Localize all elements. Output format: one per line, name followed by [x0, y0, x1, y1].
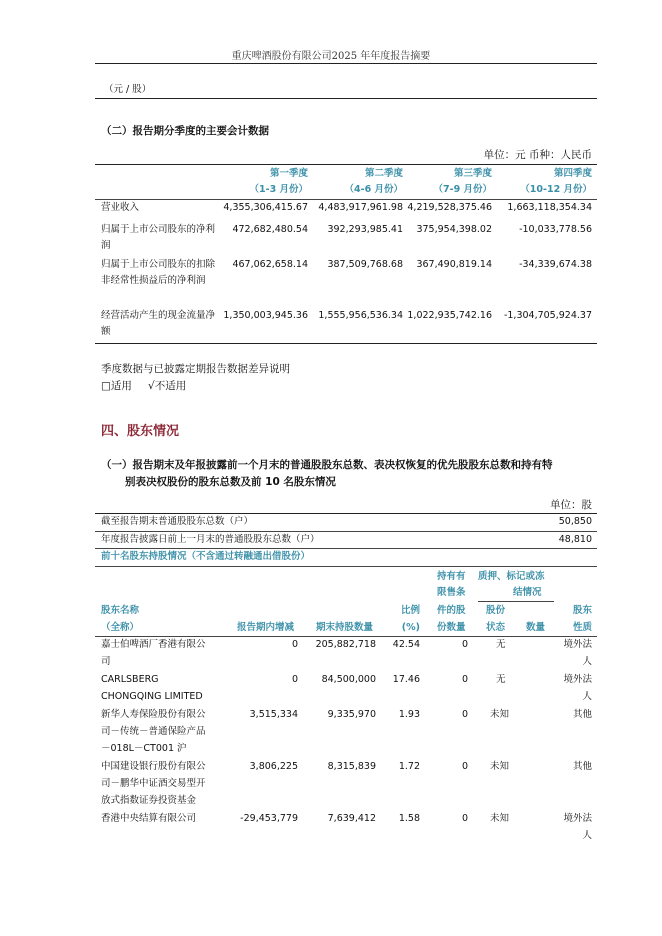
quarterly-title: （二）报告期分季度的主要会计数据: [101, 125, 269, 137]
header-pledge-2: 结情况: [513, 587, 542, 598]
header-rule: [95, 63, 597, 64]
holder-change: 3,515,334: [249, 709, 298, 720]
holder-name-line: 中国建设银行股份有限公: [101, 761, 206, 772]
header-restricted-3: 件的股: [437, 605, 466, 616]
summary-label: 截至报告期末普通股股东总数（户）: [101, 516, 254, 527]
row-value-q2: 392,293,985.41: [327, 224, 403, 235]
holder-ratio: 1.93: [398, 709, 420, 720]
header-ratio-2: (%): [401, 622, 420, 633]
header-ratio-1: 比例: [400, 605, 420, 616]
col-q4-range: （10-12 月份）: [520, 184, 592, 195]
holder-status: 无: [496, 674, 506, 685]
col-q4-name: 第四季度: [553, 168, 592, 179]
holder-restricted: 0: [461, 674, 468, 685]
holder-held: 8,315,839: [327, 761, 376, 772]
holder-nature-line: 人: [582, 656, 592, 667]
col-q1-name: 第一季度: [269, 168, 308, 179]
holder-restricted: 0: [461, 813, 468, 824]
holder-change: 3,806,225: [249, 761, 298, 772]
holder-nature-line: 其他: [572, 709, 592, 720]
row-value-q3: 375,954,398.02: [416, 224, 492, 235]
col-q2-range: （4-6 月份）: [344, 184, 403, 195]
row-value-q4: -34,339,674.38: [519, 259, 592, 270]
quarterly-unit: 单位：元 币种：人民币: [483, 149, 592, 161]
holder-ratio: 17.46: [392, 674, 420, 685]
row-value-q1: 4,355,306,415.67: [223, 202, 308, 213]
rule: [95, 98, 597, 99]
holder-status: 无: [496, 639, 506, 650]
holder-name-line: 香港中央结算有限公司: [101, 813, 197, 824]
row-value-q2: 387,509,768.68: [327, 259, 403, 270]
diff-note: 季度数据与已披露定期报告数据差异说明: [101, 363, 290, 375]
holder-name-line: －018L－CT001 沪: [101, 743, 187, 754]
holder-ratio: 1.72: [398, 761, 420, 772]
holder-held: 9,335,970: [327, 709, 376, 720]
holder-restricted: 0: [461, 761, 468, 772]
holder-name-line: 司－鹏华中证酒交易型开: [101, 778, 206, 789]
row-value-q4: 1,663,118,354.34: [507, 202, 592, 213]
header-change: 报告期内增减: [237, 622, 295, 633]
summary-label: 年度报告披露日前上一月末的普通股股东总数（户）: [101, 534, 320, 545]
pledge-rule: [478, 601, 554, 602]
table-bottom-rule: [95, 343, 597, 344]
row-value-q2: 4,483,917,961.98: [318, 202, 403, 213]
shareholder-subtitle-line1: （一）报告期末及年报披露前一个月末的普通股股东总数、表决权恢复的优先股股东总数和持有特: [101, 459, 553, 471]
row-value-q1: 1,350,003,945.36: [223, 310, 308, 321]
holder-status: 未知: [490, 709, 510, 720]
header-pledge-status-2: 状态: [486, 622, 506, 633]
row-value-q3: 4,219,528,375.46: [407, 202, 492, 213]
holder-nature-line: 境外法: [563, 674, 592, 685]
header-nature-2: 性质: [572, 622, 592, 633]
holder-name-line: CARLSBERG: [101, 674, 159, 685]
col-q3-range: （7-9 月份）: [433, 184, 492, 195]
holder-name-line: 新华人寿保险股份有限公: [101, 709, 206, 720]
page-header-title: 重庆啤酒股份有限公司2025 年年度报告摘要: [231, 51, 431, 62]
header-restricted-2: 限售条: [437, 587, 466, 598]
holder-status: 未知: [490, 813, 510, 824]
col-q3-name: 第三季度: [453, 168, 492, 179]
col-q2-name: 第二季度: [364, 168, 403, 179]
option-applicable: □适用: [101, 380, 132, 392]
holder-name-line: CHONGQING LIMITED: [101, 691, 203, 702]
holder-change: 0: [291, 639, 298, 650]
shareholder-subtitle-line2: 别表决权股份的股东总数及前 10 名股东情况: [125, 476, 336, 488]
holder-change: -29,453,779: [240, 813, 298, 824]
header-nature-1: 股东: [572, 605, 592, 616]
header-pledge-qty: 数量: [526, 622, 546, 633]
holder-change: 0: [291, 674, 298, 685]
holder-restricted: 0: [461, 639, 468, 650]
holder-name-line: 司－传统－普通保险产品: [101, 726, 206, 737]
row-label: 经营活动产生的现金流量净额: [101, 310, 216, 337]
header-name-1: 股东名称: [101, 605, 140, 616]
option-not-applicable: √不适用: [148, 380, 187, 392]
holder-ratio: 42.54: [392, 639, 420, 650]
summary-value: 50,850: [558, 516, 592, 527]
unit-note: （元 / 股）: [104, 84, 152, 95]
holder-ratio: 1.58: [398, 813, 420, 824]
shareholder-unit: 单位：股: [550, 499, 592, 511]
holder-held: 84,500,000: [321, 674, 376, 685]
row-label: 归属于上市公司股东的扣除非经常性损益后的净利润: [101, 259, 216, 286]
row-value-q4: -1,304,705,924.37: [503, 310, 592, 321]
row-value-q1: 467,062,658.14: [232, 259, 308, 270]
holder-name-line: 司: [101, 656, 111, 667]
col-q1-range: （1-3 月份）: [249, 184, 308, 195]
table-top-rule: [95, 164, 597, 165]
holder-status: 未知: [490, 761, 510, 772]
row-value-q3: 367,490,819.14: [416, 259, 492, 270]
row-value-q1: 472,682,480.54: [232, 224, 308, 235]
row-value-q3: 1,022,935,742.16: [407, 310, 492, 321]
top10-title: 前十名股东持股情况（不含通过转融通出借股份）: [101, 551, 311, 562]
holder-nature-line: 人: [582, 830, 592, 841]
row-value-q4: -10,033,778.56: [519, 224, 592, 235]
header-name-2: （全称）: [101, 622, 140, 633]
row-label: 归属于上市公司股东的净利润: [101, 224, 216, 251]
header-restricted-4: 份数量: [437, 622, 466, 633]
holder-name-line: 放式指数证券投资基金: [101, 795, 197, 806]
header-held: 期末持股数量: [316, 622, 374, 633]
holder-restricted: 0: [461, 709, 468, 720]
header-pledge-status-1: 股份: [486, 605, 506, 616]
header-pledge-1: 质押、标记或冻: [478, 571, 545, 582]
section-title: 四、股东情况: [101, 424, 180, 439]
rule: [95, 566, 597, 567]
holder-held: 7,639,412: [327, 813, 376, 824]
holder-nature-line: 人: [582, 691, 592, 702]
holder-name-line: 嘉士伯啤酒厂香港有限公: [101, 639, 206, 650]
holder-nature-line: 境外法: [563, 813, 592, 824]
row-value-q2: 1,555,956,536.34: [318, 310, 403, 321]
summary-value: 48,810: [558, 534, 592, 545]
header-restricted-1: 持有有: [437, 571, 466, 582]
row-label: 营业收入: [101, 202, 140, 213]
holder-nature-line: 其他: [572, 761, 592, 772]
holder-nature-line: 境外法: [563, 639, 592, 650]
holder-held: 205,882,718: [315, 639, 376, 650]
